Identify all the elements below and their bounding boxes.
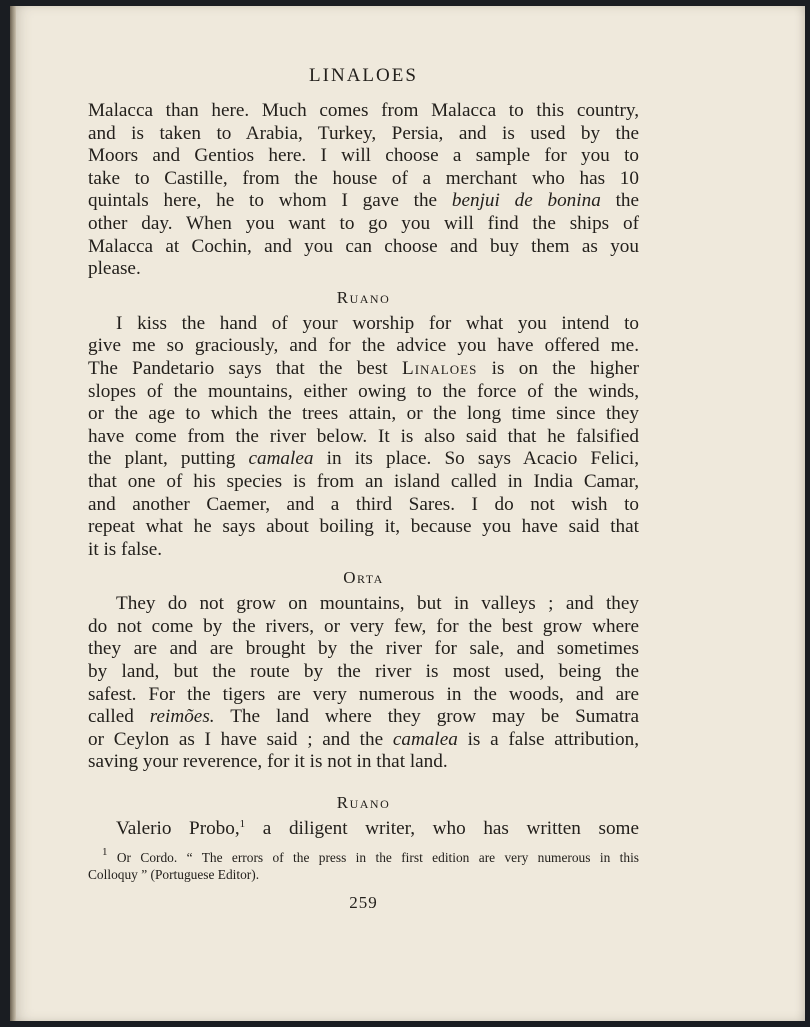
italic-term-benjui: benjui de bonina: [451, 190, 601, 212]
page-gutter-shadow: [10, 6, 16, 1021]
speaker-heading-ruano-2: Ruano: [336, 793, 391, 813]
italic-term-reimoes: reimões.: [149, 706, 215, 728]
footnote-mark: 1: [102, 845, 108, 858]
small-caps-linaloes: Linaloes: [401, 357, 478, 379]
paragraph-orta-continued: Malacca than here. Much comes from Malacca to this country, and is taken to Arabia, Turkey, Persia, and is used by the Moors and Gentios here. I will choose a sample for you to take to Castille, from the house of a merchant who has 10 quintals here, he to whom I gave the benjui de bonina the other day. When you want to go you will find the ships of Malacca at Cochin, and you can choose and buy them as you please.: [88, 100, 640, 280]
italic-term-camalea-2: camalea: [392, 728, 458, 750]
page-text-block: [88, 64, 639, 913]
book-page: [10, 6, 805, 1021]
page-number: 259: [349, 892, 378, 912]
footnote: $^1$ Or Cordo. “ The errors of the press in the first edition are very numerous in this Colloquy ” (Portuguese Editor).: [88, 845, 639, 882]
paragraph-orta: They do not grow on mountains, but in valleys ; and they do not come by the rivers, or very few, for the best grow where they are and are brought by the river for sale, and sometimes by land, but the route by the river is most used, being the safest. For the tigers are very numerous in the woods, and are called reimões. The land where they grow may be Sumatra or Ceylon as I have said ; and the camalea is a false attribution, saving your reverence, for it is not in that land.: [88, 593, 640, 773]
speaker-heading-orta: Orta: [343, 568, 384, 588]
running-head: LINALOES: [309, 65, 418, 86]
paragraph-ruano-2: Valerio Probo,$^1$ a diligent writer, who has written some: [116, 818, 639, 840]
footnote-ref: 1: [239, 818, 246, 831]
speaker-heading-ruano: Ruano: [336, 287, 391, 307]
italic-term-camalea: camalea: [248, 448, 314, 470]
paragraph-ruano: I kiss the hand of your worship for what you intend to give me so graciously, and for the advice you have offered me. The Pandetario says that the best Linaloes is on the higher slopes of the mountains, either owing to the force of the winds, or the age to which the trees attain, or the long time since they have come from the river below. It is also said that he falsified the plant, putting camalea in its place. So says Acacio Felici, that one of his species is from an island called in India Camar, and another Caemer, and a third Sares. I do not wish to repeat what he says about boiling it, because you have said that it is false.: [88, 312, 640, 560]
